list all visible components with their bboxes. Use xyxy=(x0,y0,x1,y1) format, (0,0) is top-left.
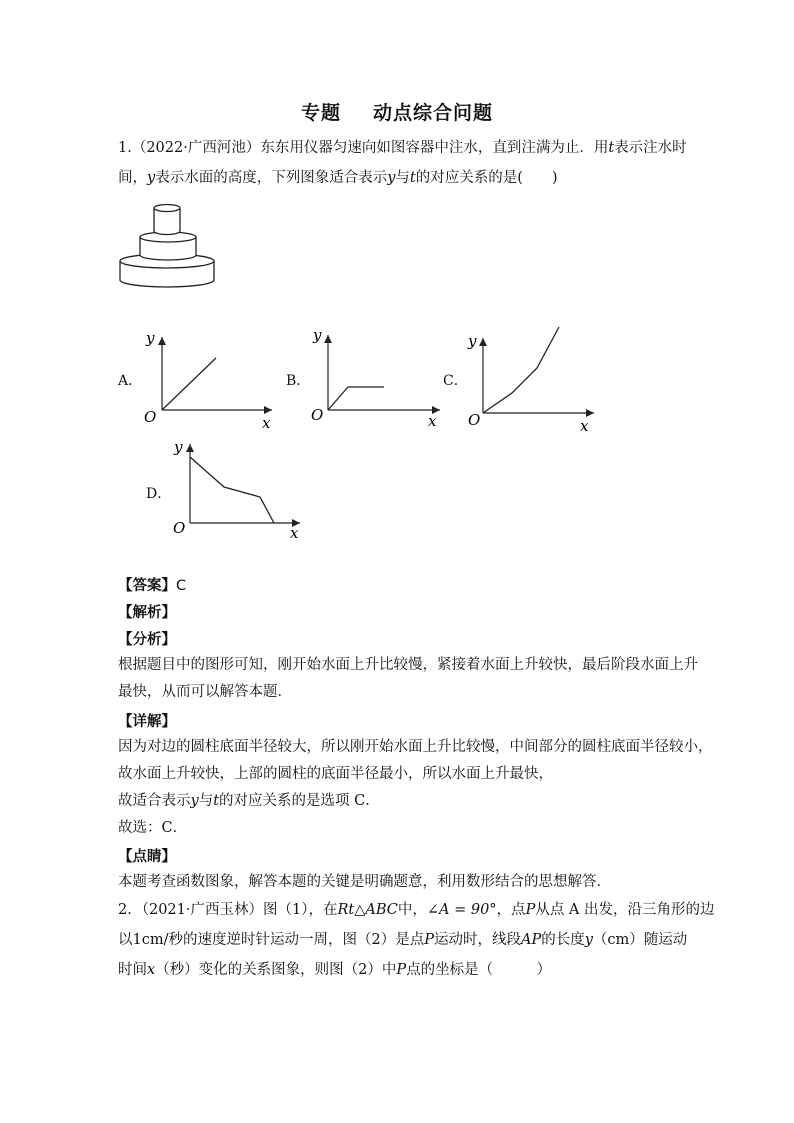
detail-line1: 因为对边的圆柱底面半径较大，所以刚开始水面上升比较慢，中间部分的圆柱底面半径较小， xyxy=(118,739,713,755)
graph-d xyxy=(170,437,320,547)
graph-d-y-label: y xyxy=(174,438,183,456)
container-figure xyxy=(118,200,218,290)
answer-line: 【答案】C xyxy=(118,578,187,594)
graph-b-x-label: x xyxy=(428,412,437,430)
option-c-label: C． xyxy=(443,373,468,389)
graph-d-origin: O xyxy=(173,519,186,537)
detail-label: 【详解】 xyxy=(118,714,176,730)
graph-d-x-label: x xyxy=(290,524,299,542)
q1-line2: 间，y表示水面的高度，下列图象适合表示y与t的对应关系的是( ) xyxy=(118,170,558,186)
page-title: 专题 动点综合问题 xyxy=(300,102,494,124)
graph-c-x-label: x xyxy=(580,417,589,435)
comment-line1: 本题考查函数图象，解答本题的关键是明确题意，利用数形结合的思想解答． xyxy=(118,874,611,890)
graph-a-x-label: x xyxy=(262,414,271,432)
fenxi-line2: 最快，从而可以解答本题． xyxy=(118,684,292,700)
option-a-label: A． xyxy=(118,373,143,389)
fenxi-label: 【分析】 xyxy=(118,632,176,648)
detail-line2: 故水面上升较快，上部的圆柱的底面半径最小，所以水面上升最快， xyxy=(118,766,553,782)
comment-label: 【点睛】 xyxy=(118,849,176,865)
q2-line2: 以1cm/秒的速度逆时针运动一周，图（2）是点P运动时，线段AP的长度y（cm）随运动 xyxy=(118,932,688,948)
option-b-label: B． xyxy=(286,373,311,389)
graph-b-y-label: y xyxy=(313,326,322,344)
graph-c-origin: O xyxy=(468,411,481,429)
graph-a-y-label: y xyxy=(146,329,155,347)
q2-line1: 2．（2021·广西玉林）图（1），在Rt△ABC中，∠A = 90°，点P从点 A 出发，沿三角形的边 xyxy=(118,902,715,918)
graph-c xyxy=(464,320,614,435)
q1-line1: 1.（2022·广西河池）东东用仪器匀速向如图容器中注水，直到注满为止．用t表示注水时 xyxy=(118,140,687,156)
analysis-label: 【解析】 xyxy=(118,605,176,621)
graph-c-y-label: y xyxy=(468,332,477,350)
detail-line4: 故选：C． xyxy=(118,820,188,836)
graph-b-origin: O xyxy=(311,406,324,424)
fenxi-line1: 根据题目中的图形可知，刚开始水面上升比较慢，紧接着水面上升较快，最后阶段水面上升 xyxy=(118,657,698,673)
detail-line3: 故适合表示y与t的对应关系的是选项 C． xyxy=(118,793,380,809)
graph-a xyxy=(140,325,290,435)
q2-line3: 时间x（秒）变化的关系图象，则图（2）中P点的坐标是（ ） xyxy=(118,962,552,978)
option-d-label: D． xyxy=(146,486,172,502)
graph-a-origin: O xyxy=(144,408,157,426)
graph-b xyxy=(308,325,458,435)
